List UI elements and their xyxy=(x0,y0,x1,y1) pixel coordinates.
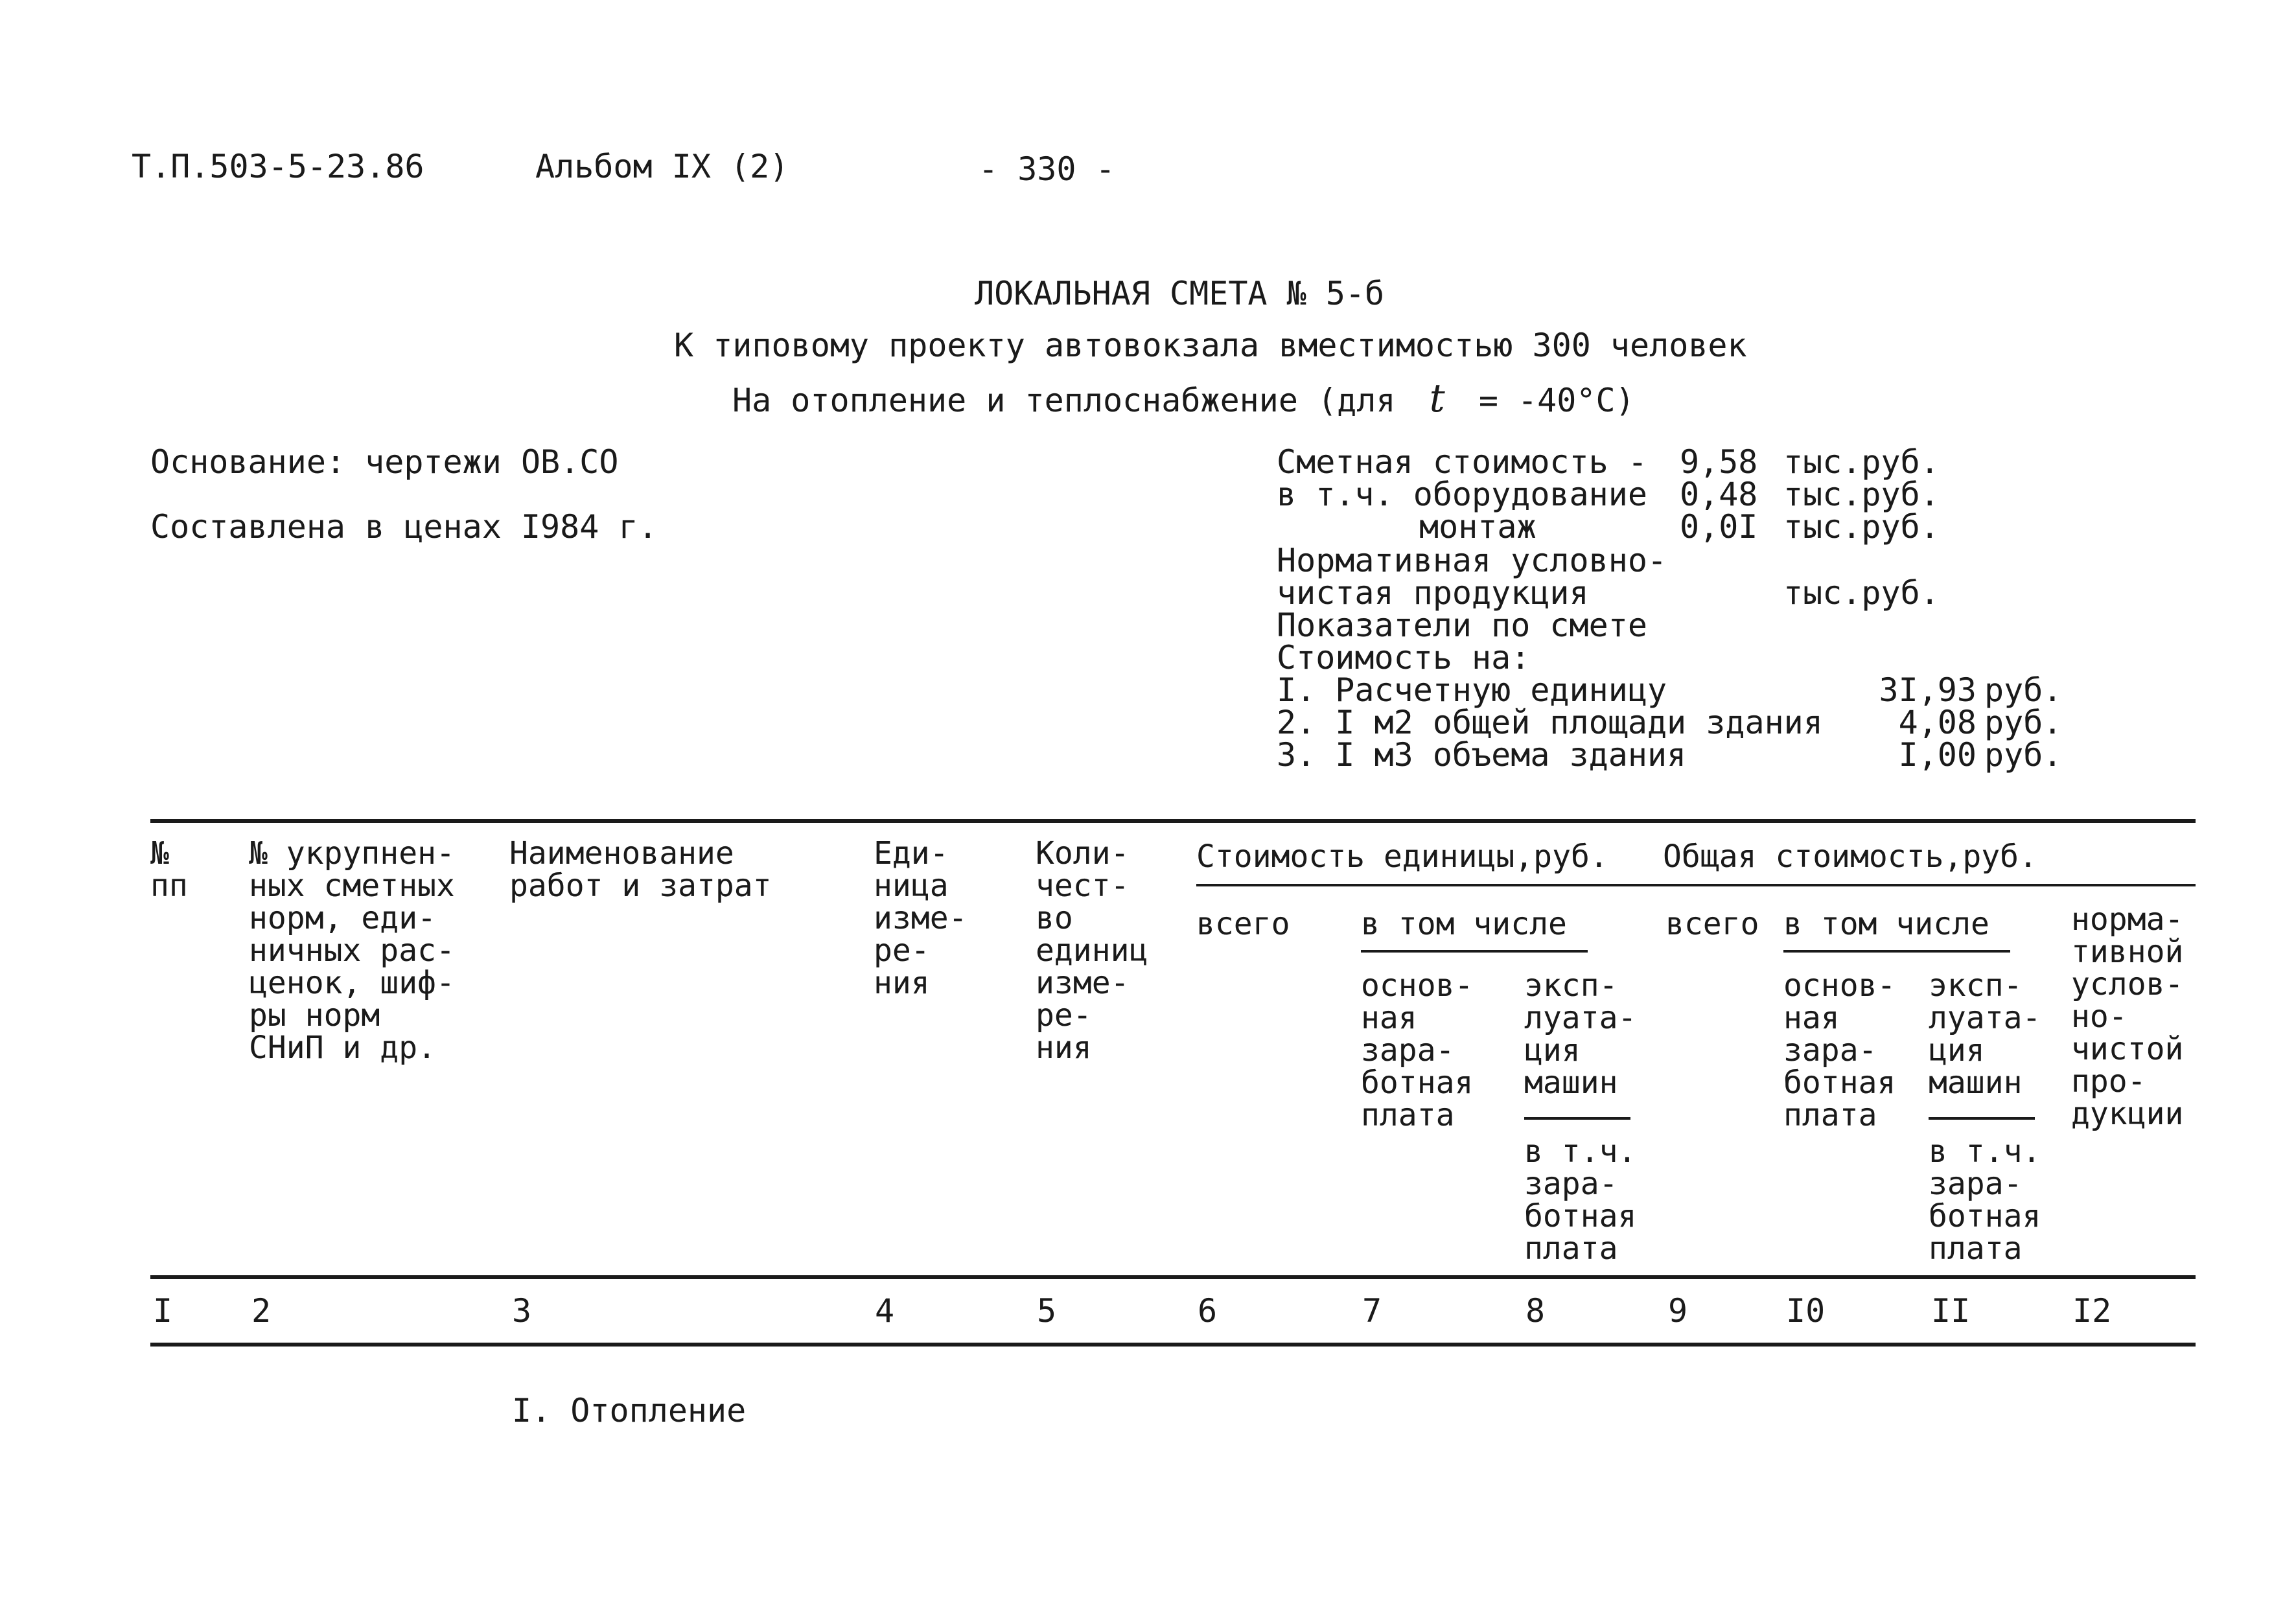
summary-value-1: 9,58 xyxy=(1680,443,1758,481)
col-number-header: № пп xyxy=(150,835,188,904)
unit-total-header: всего xyxy=(1196,906,1290,942)
summary-label-1: Сметная стоимость - xyxy=(1277,443,1647,481)
page-number: - 330 - xyxy=(979,150,1115,188)
col-num-7: 7 xyxy=(1362,1292,1382,1330)
normative-product-header: норма- тивной услов- но- чистой про- дукции xyxy=(2071,901,2184,1132)
total-machine-header: эксп- луата- ция машин xyxy=(1929,967,2041,1101)
temperature-symbol: t xyxy=(1429,376,1445,421)
total-incl-rule xyxy=(1783,950,2010,953)
cost-on-label: Стоимость на: xyxy=(1277,639,1531,676)
normative-label-2: чистая продукция xyxy=(1277,574,1589,612)
temperature-value: = -40°С) xyxy=(1478,382,1635,419)
indicators-label: Показатели по смете xyxy=(1277,607,1647,644)
unit-base-salary-header: основ- ная зара- ботная плата xyxy=(1361,967,1474,1133)
basis-prices: Составлена в ценах I984 г. xyxy=(150,508,658,546)
col-quantity-header: Коли- чест- во единиц изме- ре- ния xyxy=(1036,835,1148,1066)
group-header-rule xyxy=(1196,884,2196,886)
col-num-10: I0 xyxy=(1786,1292,1826,1330)
unit-incl-rule xyxy=(1361,950,1588,953)
cost-value-3: I,00 xyxy=(1898,736,1977,774)
summary-label-2: в т.ч. оборудование xyxy=(1277,476,1647,513)
estimate-subtitle: К типовому проекту автовокзала вместимостью 300 человек xyxy=(674,327,1747,364)
summary-unit-3: тыс.руб. xyxy=(1783,508,1940,546)
col-num-2: 2 xyxy=(251,1292,272,1330)
cost-unit-2: руб. xyxy=(1984,704,2063,741)
section-heading: I. Отопление xyxy=(512,1392,747,1429)
col-num-5: 5 xyxy=(1037,1292,1057,1330)
unit-incl-salary-header: в т.ч. зара- ботная плата xyxy=(1524,1133,1637,1267)
unit-machine-header: эксп- луата- ция машин xyxy=(1524,967,1637,1101)
total-incl-salary-header: в т.ч. зара- ботная плата xyxy=(1929,1133,2041,1267)
col-num-8: 8 xyxy=(1525,1292,1546,1330)
summary-unit-1: тыс.руб. xyxy=(1783,443,1940,481)
basis-drawings: Основание: чертежи ОВ.СО xyxy=(150,443,619,481)
total-machine-rule xyxy=(1929,1117,2035,1120)
col-norms-header: № укрупнен- ных сметных норм, еди- ничных рас- ценок, шиф- ры норм СНиП и др. xyxy=(249,835,455,1066)
table-top-rule xyxy=(150,819,2196,823)
album-label: Альбом IX (2) xyxy=(535,148,789,185)
cost-label-3: 3. I м3 объема здания xyxy=(1277,736,1687,774)
cost-unit-1: руб. xyxy=(1984,671,2063,709)
summary-value-3: 0,0I xyxy=(1680,508,1758,546)
normative-label-1: Нормативная условно- xyxy=(1277,542,1667,579)
unit-cost-header: Стоимость единицы,руб. xyxy=(1196,838,1608,875)
col-num-1: I xyxy=(153,1292,173,1330)
total-base-salary-header: основ- ная зара- ботная плата xyxy=(1783,967,1896,1133)
normative-unit: тыс.руб. xyxy=(1783,574,1940,612)
col-num-12: I2 xyxy=(2072,1292,2112,1330)
cost-value-1: 3I,93 xyxy=(1879,671,1977,709)
unit-machine-rule xyxy=(1524,1117,1630,1120)
total-total-header: всего xyxy=(1665,906,1759,942)
summary-label-3: монтаж xyxy=(1419,508,1536,546)
col-num-9: 9 xyxy=(1668,1292,1688,1330)
numbers-bottom-rule xyxy=(150,1343,2196,1347)
purpose-text: На отопление и теплоснабжение (для xyxy=(732,382,1396,419)
col-name-header: Наименование работ и затрат xyxy=(509,835,772,904)
cost-label-1: I. Расчетную единицу xyxy=(1277,671,1667,709)
col-num-11: II xyxy=(1931,1292,1971,1330)
summary-unit-2: тыс.руб. xyxy=(1783,476,1940,513)
cost-label-2: 2. I м2 общей площади здания xyxy=(1277,704,1823,741)
cost-unit-3: руб. xyxy=(1984,736,2063,774)
cost-value-2: 4,08 xyxy=(1898,704,1977,741)
col-num-3: 3 xyxy=(512,1292,532,1330)
total-incl-header: в том числе xyxy=(1783,906,1989,942)
col-num-6: 6 xyxy=(1198,1292,1218,1330)
estimate-purpose xyxy=(732,376,1635,421)
estimate-title: ЛОКАЛЬНАЯ СМЕТА № 5-б xyxy=(975,275,1385,312)
header-bottom-rule xyxy=(150,1275,2196,1279)
unit-incl-header: в том числе xyxy=(1361,906,1567,942)
total-cost-header: Общая стоимость,руб. xyxy=(1663,838,2037,875)
doc-code: Т.П.503-5-23.86 xyxy=(132,148,424,185)
col-num-4: 4 xyxy=(875,1292,895,1330)
summary-value-2: 0,48 xyxy=(1680,476,1758,513)
col-unit-header: Еди- ница изме- ре- ния xyxy=(874,835,968,1001)
